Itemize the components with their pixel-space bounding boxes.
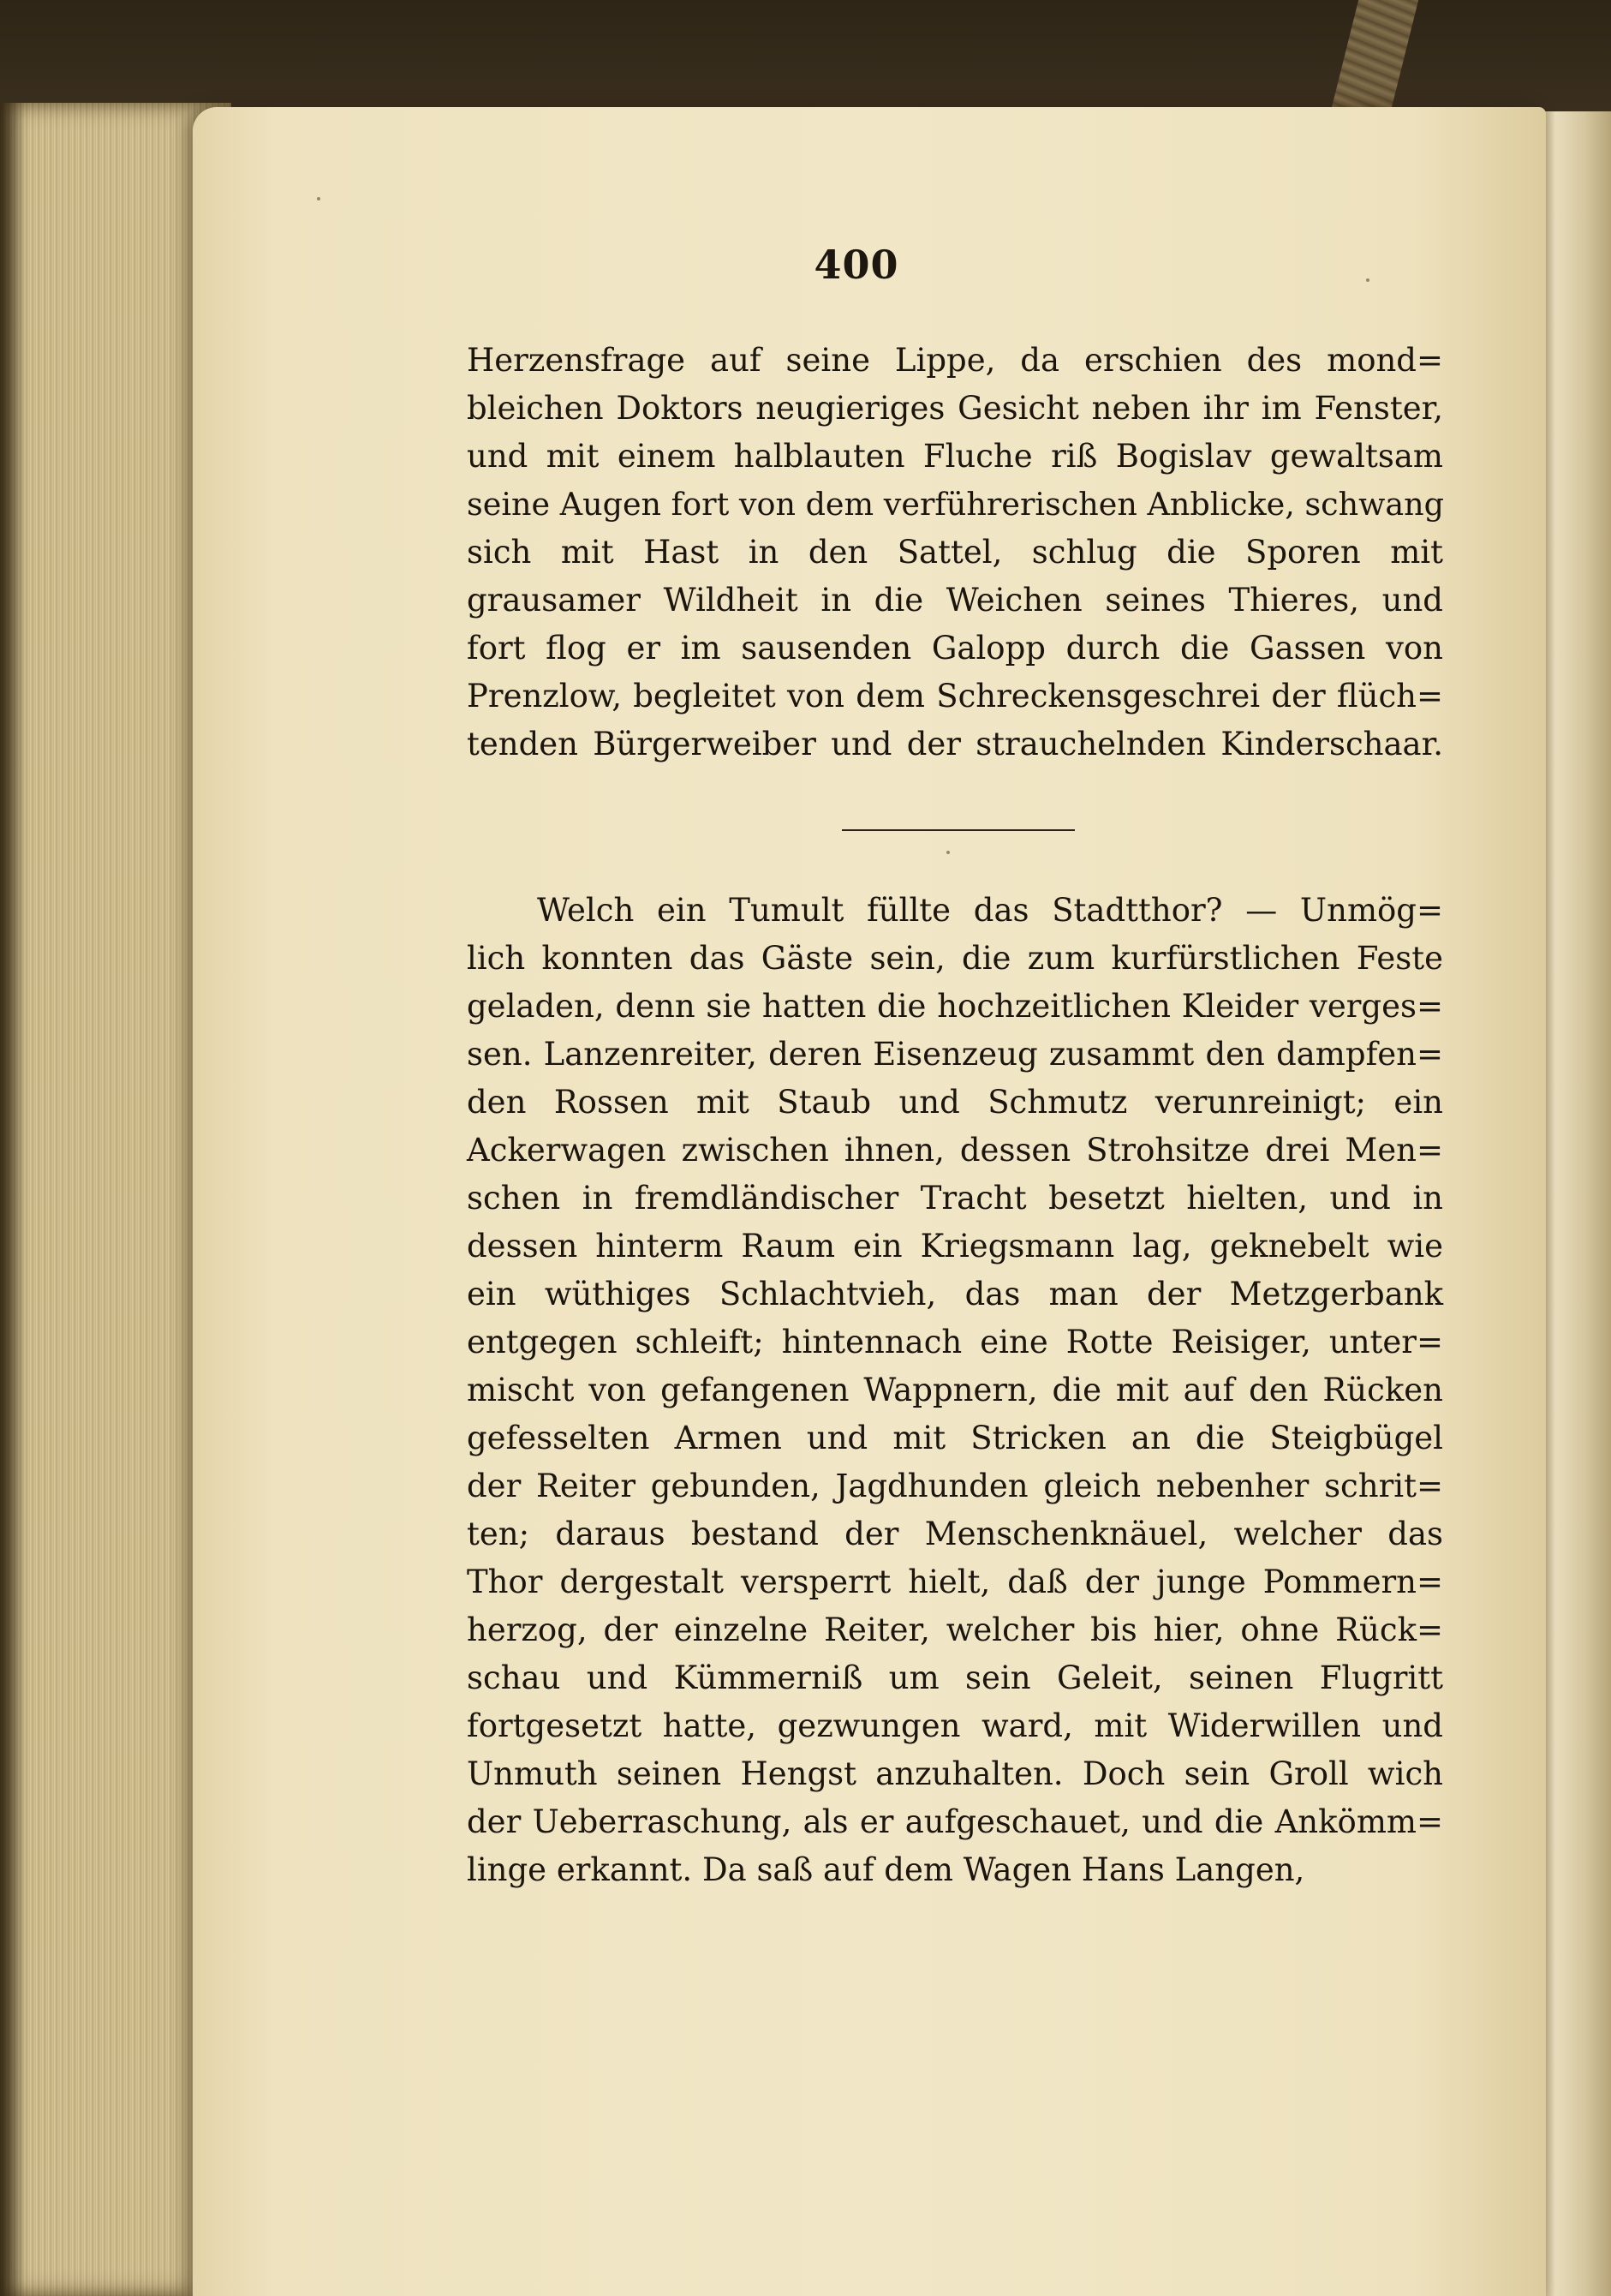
text-line: sich mit Hast in den Sattel, schlug die Sporen mit [467, 534, 1443, 571]
paragraph-2 [467, 887, 1443, 1894]
text-line: geladen, denn sie hatten die hochzeitlichen Kleider verges= [467, 988, 1443, 1025]
page-number: 400 [814, 242, 899, 288]
section-divider [842, 829, 1075, 831]
text-line: Welch ein Tumult füllte das Stadtthor? — Unmög= [537, 892, 1443, 929]
text-line: lich konnten das Gäste sein, die zum kurfürstlichen Feste [467, 940, 1443, 977]
paper-speck [1366, 278, 1369, 282]
text-line: und mit einem halblauten Fluche riß Bogislav gewaltsam [467, 438, 1443, 475]
page-edge-shadow [0, 103, 26, 2296]
text-line: fortgesetzt hatte, gezwungen ward, mit Widerwillen und [467, 1707, 1443, 1744]
text-line: gefesselten Armen und mit Stricken an die Steigbügel [467, 1420, 1443, 1456]
text-line: Prenzlow, begleitet von dem Schreckensgeschrei der flüch= [467, 678, 1443, 715]
text-line: der Ueberraschung, als er aufgeschauet, und die Ankömm= [467, 1803, 1443, 1840]
text-line: schau und Kümmerniß um sein Geleit, seinen Flugritt [467, 1659, 1443, 1696]
text-line: ein wüthiges Schlachtvieh, das man der Metzgerbank [467, 1276, 1443, 1312]
text-line: tenden Bürgerweiber und der strauchelnden Kinderschaar. [467, 726, 1443, 762]
text-line: herzog, der einzelne Reiter, welcher bis hier, ohne Rück= [467, 1611, 1443, 1648]
text-line: Thor dergestalt versperrt hielt, daß der junge Pommern= [467, 1564, 1443, 1600]
text-line: seine Augen fort von dem verführerischen Anblicke, schwang [467, 486, 1444, 523]
paper-speck [317, 197, 320, 200]
text-line: Herzensfrage auf seine Lippe, da erschien des mond= [467, 342, 1443, 379]
text-line: sen. Lanzenreiter, deren Eisenzeug zusammt den dampfen= [467, 1036, 1443, 1073]
text-line: Ackerwagen zwischen ihnen, dessen Strohsitze drei Men= [467, 1132, 1443, 1169]
text-line: Unmuth seinen Hengst anzuhalten. Doch sein Groll wich [467, 1755, 1443, 1792]
text-line: fort flog er im sausenden Galopp durch die Gassen von [467, 630, 1443, 667]
text-line: schen in fremdländischer Tracht besetzt hielten, und in [467, 1180, 1443, 1217]
text-line: dessen hinterm Raum ein Kriegsmann lag, geknebelt wie [467, 1228, 1443, 1265]
text-line: der Reiter gebunden, Jagdhunden gleich nebenher schrit= [467, 1468, 1443, 1504]
text-line: entgegen schleift; hintennach eine Rotte Reisiger, unter= [467, 1324, 1443, 1360]
text-line: grausamer Wildheit in die Weichen seines Thieres, und [467, 582, 1443, 619]
paper-speck [946, 851, 950, 854]
text-line: linge erkannt. Da saß auf dem Wagen Hans Langen, [467, 1851, 1305, 1888]
text-line: den Rossen mit Staub und Schmutz verunreinigt; ein [467, 1084, 1443, 1121]
paragraph-1 [467, 337, 1443, 768]
text-line: bleichen Doktors neugieriges Gesicht neben ihr im Fenster, [467, 390, 1443, 427]
text-line: mischt von gefangenen Wappnern, die mit auf den Rücken [467, 1372, 1443, 1408]
text-line: ten; daraus bestand der Menschenknäuel, welcher das [467, 1516, 1443, 1552]
